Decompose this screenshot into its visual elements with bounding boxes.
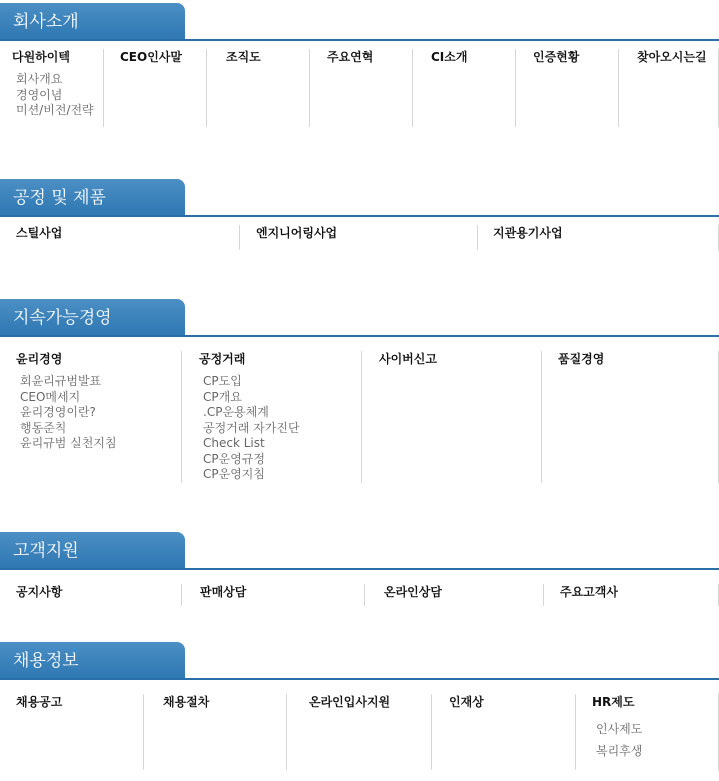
submenu-item-ethics-announce[interactable]: 회윤리규범발표 bbox=[20, 374, 102, 388]
menu-col-notice bbox=[0, 584, 182, 606]
menu-col-clients bbox=[544, 584, 719, 606]
menu-col-cyber-report bbox=[362, 351, 542, 483]
menu-col-history bbox=[310, 49, 413, 127]
menu-col-papertube bbox=[478, 225, 719, 250]
menu-col-ci bbox=[413, 49, 516, 127]
submenu-item-cp-regulation[interactable]: CP운영규정 bbox=[203, 451, 265, 466]
menu-col-sales-consult bbox=[182, 584, 365, 606]
section-support bbox=[0, 532, 719, 606]
menu-title-ceo[interactable]: CEO인사말 bbox=[120, 50, 182, 64]
section-tab-recruit[interactable]: 채용정보 bbox=[0, 642, 185, 678]
menu-title-cert[interactable]: 인증현황 bbox=[533, 50, 580, 64]
menu-title-ci[interactable]: CI소개 bbox=[431, 50, 468, 64]
menu-title-talent[interactable]: 인재상 bbox=[449, 695, 484, 709]
submenu-item-overview[interactable]: 회사개요 bbox=[16, 72, 63, 86]
section-rule bbox=[0, 678, 719, 680]
menu-col-ethics bbox=[0, 351, 182, 483]
section-recruit bbox=[0, 642, 719, 770]
menu-title-quality[interactable]: 품질경영 bbox=[558, 352, 605, 366]
menu-title-engineering[interactable]: 엔지니어링사업 bbox=[256, 226, 338, 240]
section-tab-company[interactable]: 회사소개 bbox=[0, 3, 185, 39]
menu-title-notice[interactable]: 공지사항 bbox=[16, 585, 63, 599]
submenu-item-what-is-ethics[interactable]: 윤리경영이란? bbox=[20, 405, 96, 419]
menu-col-online-apply bbox=[287, 694, 432, 770]
submenu-list bbox=[12, 72, 103, 119]
menu-title-online-apply[interactable]: 온라인입사지원 bbox=[309, 695, 391, 709]
section-rule bbox=[0, 215, 719, 217]
section-rule bbox=[0, 39, 719, 41]
section-tab-products[interactable]: 공정 및 제품 bbox=[0, 179, 185, 215]
menu-col-org bbox=[207, 49, 310, 127]
section-company bbox=[0, 3, 719, 128]
menu-title-sales-consult[interactable]: 판매상담 bbox=[200, 585, 247, 599]
section-products bbox=[0, 179, 719, 254]
section-rule bbox=[0, 568, 719, 570]
menu-title-steel[interactable]: 스틸사업 bbox=[16, 226, 63, 240]
submenu-item-conduct-rules[interactable]: 행동준칙 bbox=[20, 420, 67, 435]
menu-title-ethics[interactable]: 윤리경영 bbox=[16, 352, 63, 366]
menu-title-papertube[interactable]: 지관용기사업 bbox=[493, 226, 563, 240]
menu-title-hr-system[interactable]: HR제도 bbox=[592, 695, 635, 709]
submenu-item-cp-overview[interactable]: CP개요 bbox=[203, 389, 242, 404]
submenu-item-mission[interactable]: 미션/비전/전략 bbox=[16, 103, 94, 117]
menu-col-location bbox=[619, 49, 719, 127]
section-rule bbox=[0, 335, 719, 337]
menu-title-online-consult[interactable]: 온라인상담 bbox=[384, 585, 442, 599]
submenu-item-cp-system[interactable]: .CP운용체계 bbox=[203, 405, 269, 419]
menu-col-fairtrade bbox=[182, 351, 362, 483]
submenu-item-philosophy[interactable]: 경영이념 bbox=[16, 87, 63, 102]
menu-col-dawonhitech bbox=[0, 49, 104, 127]
submenu-item-hr-rules[interactable]: 인사제도 bbox=[596, 722, 643, 736]
menu-col-quality bbox=[542, 351, 719, 483]
menu-title-history[interactable]: 주요연혁 bbox=[327, 50, 374, 64]
menu-col-cert bbox=[516, 49, 619, 127]
menu-col-job-posting bbox=[0, 694, 144, 770]
menu-title-location[interactable]: 찾아오시는길 bbox=[637, 50, 707, 64]
menu-title-cyber-report[interactable]: 사이버신고 bbox=[379, 352, 437, 366]
submenu-list bbox=[592, 718, 718, 762]
submenu-item-welfare[interactable]: 복리후생 bbox=[596, 744, 643, 758]
menu-col-ceo bbox=[104, 49, 207, 127]
submenu-list bbox=[16, 374, 181, 452]
menu-title-hiring-process[interactable]: 채용절차 bbox=[163, 695, 210, 709]
menu-col-hiring-process bbox=[144, 694, 287, 770]
section-tab-support[interactable]: 고객지원 bbox=[0, 532, 185, 568]
menu-col-engineering bbox=[240, 225, 478, 250]
submenu-item-checklist[interactable]: Check List bbox=[203, 436, 265, 450]
menu-title-job-posting[interactable]: 채용공고 bbox=[16, 695, 63, 709]
submenu-list bbox=[199, 374, 361, 483]
section-sustainability bbox=[0, 299, 719, 484]
menu-col-talent bbox=[432, 694, 576, 770]
menu-col-hr-system bbox=[576, 694, 719, 770]
submenu-item-ceo-message[interactable]: CEO메세지 bbox=[20, 389, 81, 404]
menu-title-org[interactable]: 조직도 bbox=[226, 50, 261, 64]
submenu-item-cp-guideline[interactable]: CP운영지침 bbox=[203, 467, 265, 481]
submenu-item-self-check[interactable]: 공정거래 자가진단 bbox=[203, 420, 300, 435]
menu-title-clients[interactable]: 주요고객사 bbox=[560, 585, 618, 599]
menu-col-online-consult bbox=[365, 584, 544, 606]
menu-title-dawonhitech[interactable]: 다원하이텍 bbox=[12, 50, 70, 64]
menu-col-steel bbox=[0, 225, 240, 250]
section-tab-sustainability[interactable]: 지속가능경영 bbox=[0, 299, 185, 335]
submenu-item-ethics-guideline[interactable]: 윤리규범 실천지침 bbox=[20, 436, 117, 450]
menu-title-fairtrade[interactable]: 공정거래 bbox=[199, 352, 246, 366]
submenu-item-cp-intro[interactable]: CP도입 bbox=[203, 374, 242, 388]
